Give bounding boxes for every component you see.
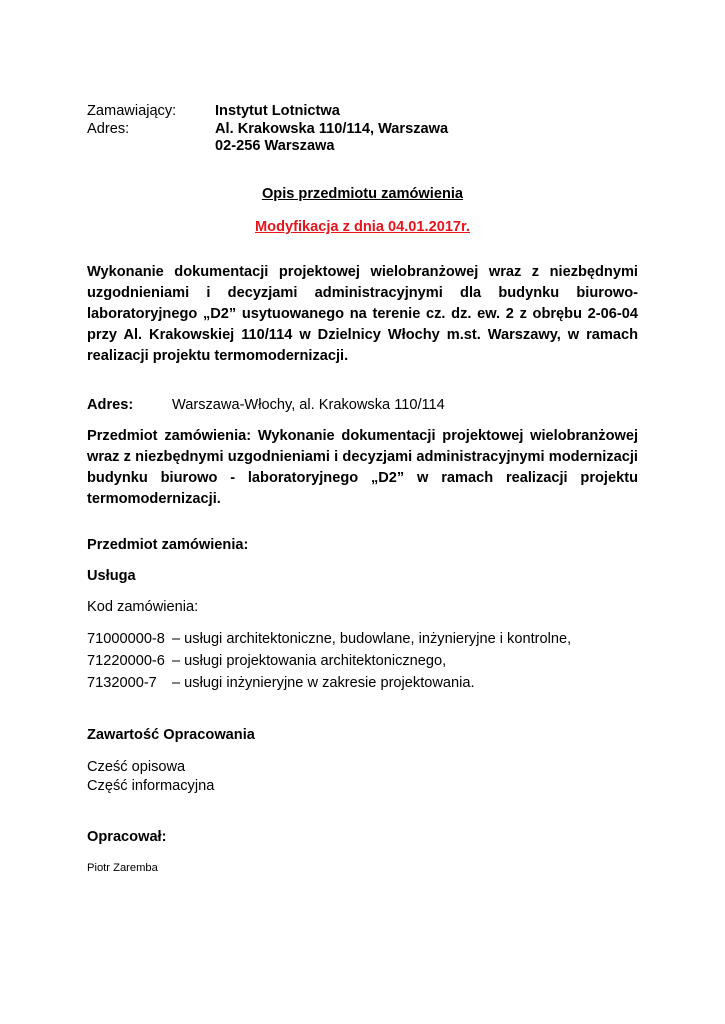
site-address-value: Warszawa-Włochy, al. Krakowska 110/114 <box>172 397 445 413</box>
intro-paragraph: Wykonanie dokumentacji projektowej wielobranżowej wraz z niezbędnymi uzgodnieniami i decyzjami administracyjnymi dla budynku biurowo-laboratoryjnego „D2” usytuowanego na terenie cz. dz. ew. 2 z obrębu 2-06-04 przy Al. Krakowskiej 110/114 w Dzielnicy Włochy m.st. Warszawy, w ramach realizacji projektu termomodernizacji. <box>87 264 638 364</box>
code-number: 71220000-6 <box>87 653 165 669</box>
subject-paragraph: Przedmiot zamówienia: Wykonanie dokumentacji projektowej wielobranżowej wraz z niezbędnymi uzgodnieniami i decyzjami administracyjnymi modernizacji budynku biurowo - laboratoryjnego „D2” w ramach realizacji projektu termomodernizacji. <box>87 428 638 507</box>
author-heading: Opracował: <box>87 829 167 845</box>
code-description: – usługi projektowania architektonicznego, <box>172 653 447 669</box>
address-label: Adres: <box>87 121 130 137</box>
contents-item: Cześć opisowa <box>87 759 186 775</box>
address-line-1: Al. Krakowska 110/114, Warszawa <box>215 121 449 137</box>
site-address-label: Adres: <box>87 397 134 413</box>
code-number: 71000000-8 <box>87 631 165 647</box>
page-title: Opis przedmiotu zamówienia <box>261 186 464 202</box>
contents-heading: Zawartość Opracowania <box>87 727 255 743</box>
author-name: Piotr Zaremba <box>87 862 158 874</box>
address-line-2: 02-256 Warszawa <box>215 138 335 154</box>
contents-item: Część informacyjna <box>87 778 215 794</box>
code-label: Kod zamówienia: <box>87 599 199 615</box>
code-description: – usługi inżynieryjne w zakresie projektowania. <box>172 675 475 691</box>
code-description: – usługi architektoniczne, budowlane, inżynieryjne i kontrolne, <box>172 631 572 647</box>
subject-heading: Przedmiot zamówienia: <box>87 537 249 553</box>
client-value: Instytut Lotnictwa <box>215 103 340 119</box>
modification-date: Modyfikacja z dnia 04.01.2017r. <box>255 219 470 235</box>
service-label: Usługa <box>87 568 136 584</box>
client-label: Zamawiający: <box>87 103 177 119</box>
code-number: 7132000-7 <box>87 675 157 691</box>
